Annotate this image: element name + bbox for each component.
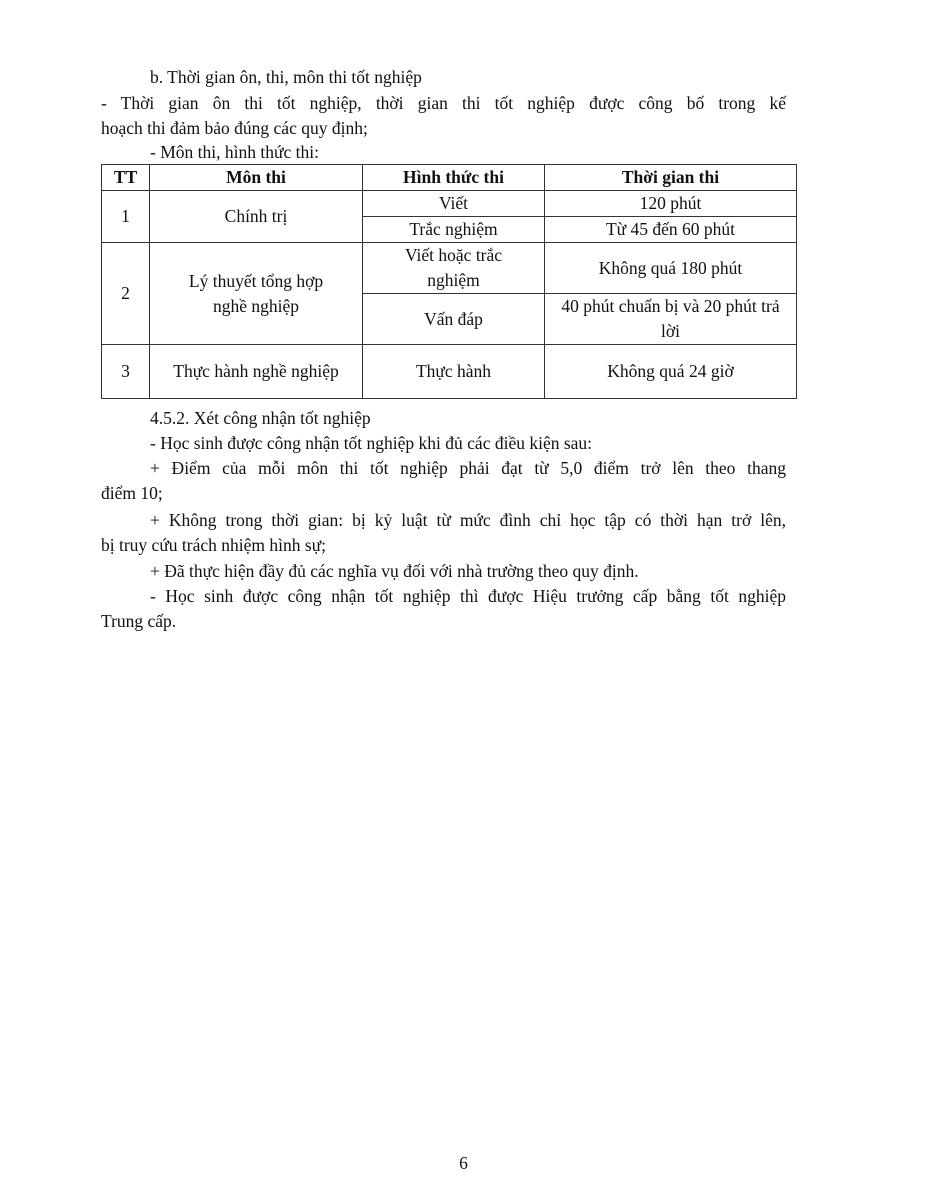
condition-3: + Đã thực hiện đầy đủ các nghĩa vụ đối với nhà trường theo quy định. — [150, 561, 639, 581]
time-cell: Không quá 24 giờ — [545, 345, 797, 399]
paragraph-exam-schedule-line1: - Thời gian ôn thi tốt nghiệp, thời gian thi tốt nghiệp được công bố trong kế — [101, 93, 786, 113]
time-cell: 40 phút chuẩn bị và 20 phút trả lời — [545, 294, 797, 345]
form-cell: Viết hoặc trắc nghiệm — [363, 243, 545, 294]
page-number: 6 — [459, 1153, 468, 1173]
section-b-heading: b. Thời gian ôn, thi, môn thi tốt nghiệp — [150, 67, 422, 87]
condition-1-line2: điểm 10; — [101, 483, 163, 503]
section-452-heading: 4.5.2. Xét công nhận tốt nghiệp — [150, 408, 371, 428]
header-form: Hình thức thi — [363, 165, 545, 191]
graduation-conditions-intro: - Học sinh được công nhận tốt nghiệp khi đủ các điều kiện sau: — [150, 433, 593, 453]
row-number: 2 — [102, 243, 150, 345]
form-cell: Thực hành — [363, 345, 545, 399]
condition-2-line2: bị truy cứu trách nhiệm hình sự; — [101, 535, 327, 555]
diploma-line2: Trung cấp. — [101, 611, 177, 631]
condition-1-line1: + Điểm của mỗi môn thi tốt nghiệp phải đạt từ 5,0 điểm trở lên theo thang — [150, 458, 786, 478]
header-subject: Môn thi — [150, 165, 363, 191]
form-cell: Viết — [363, 191, 545, 217]
form-cell: Trắc nghiệm — [363, 217, 545, 243]
time-cell: Từ 45 đến 60 phút — [545, 217, 797, 243]
subject-cell: Lý thuyết tổng hợp nghề nghiệp — [150, 243, 363, 345]
header-time: Thời gian thi — [545, 165, 797, 191]
paragraph-exam-schedule-line2: hoạch thi đảm bảo đúng các quy định; — [101, 118, 368, 138]
row-number: 3 — [102, 345, 150, 399]
table-row — [102, 191, 797, 217]
subject-cell: Thực hành nghề nghiệp — [150, 345, 363, 399]
condition-2-line1: + Không trong thời gian: bị kỷ luật từ mức đình chỉ học tập có thời hạn trở lên, — [150, 510, 786, 530]
table-row — [102, 243, 797, 294]
diploma-line1: - Học sinh được công nhận tốt nghiệp thì được Hiệu trưởng cấp bằng tốt nghiệp — [150, 586, 786, 606]
form-cell: Vấn đáp — [363, 294, 545, 345]
table-header-row — [102, 165, 797, 191]
time-cell: 120 phút — [545, 191, 797, 217]
exam-table — [101, 164, 797, 399]
paragraph-subjects-intro: - Môn thi, hình thức thi: — [150, 142, 319, 162]
row-number: 1 — [102, 191, 150, 243]
time-cell: Không quá 180 phút — [545, 243, 797, 294]
table-row — [102, 345, 797, 399]
subject-cell: Chính trị — [150, 191, 363, 243]
header-tt: TT — [102, 165, 150, 191]
